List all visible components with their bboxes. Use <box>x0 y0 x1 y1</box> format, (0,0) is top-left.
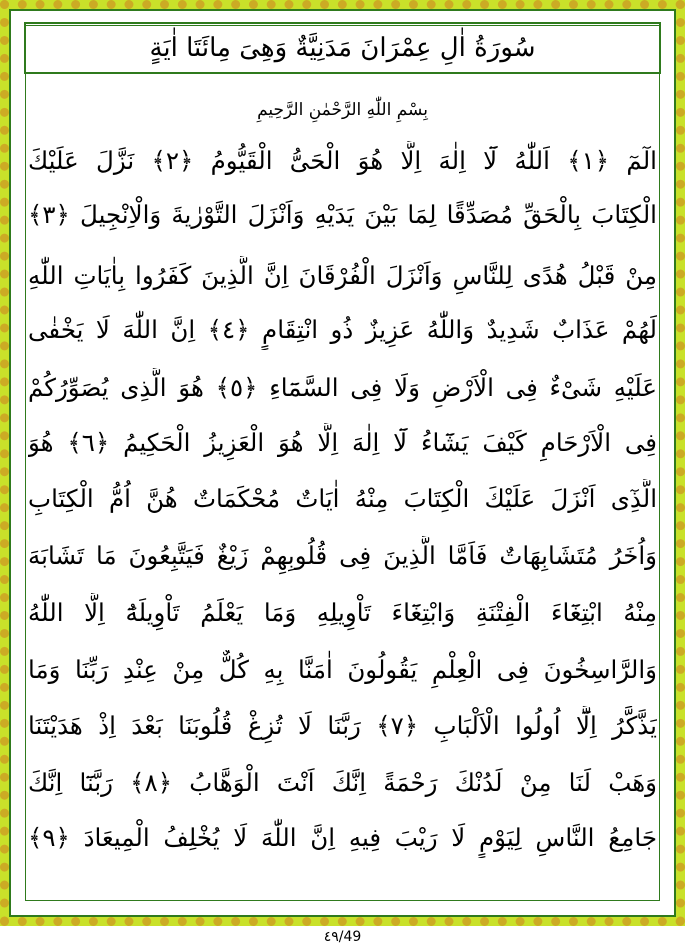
quran-line-2: الْكِتَابَ بِالْحَقِّ مُصَدِّقًا لِمَا بَيْنَ يَدَيْهِ وَاَنْزَلَ التَّوْرٰيةَ وَالْاِنْجِيلَ ﴿٣﴾ <box>28 200 657 229</box>
basmala: بِسْمِ اللّٰهِ الرَّحْمٰنِ الرَّحِيمِ <box>257 100 428 120</box>
quran-line-9: مِنْهُ ابْتِغَٓاءَ الْفِتْنَةِ وَابْتِغَٓاءَ تَاْوِيلِهِ وَمَا يَعْلَمُ تَاْوِيلَهُٓ اِلَّا اللّٰهُ <box>28 598 657 627</box>
quran-line-12: وَهَبْ لَنَا مِنْ لَدُنْكَ رَحْمَةً اِنَّكَ اَنْتَ الْوَهَّابُ ﴿٨﴾ رَبَّنَٓا اِنَّكَ <box>28 768 657 797</box>
quran-line-7: الَّذِٓى اَنْزَلَ عَلَيْكَ الْكِتَابَ مِنْهُ اٰيَاتٌ مُحْكَمَاتٌ هُنَّ اُمُّ الْكِتَابِ <box>28 484 657 513</box>
quran-line-11: يَذَّكَّرُ اِلَّٓا اُولُوا الْاَلْبَابِ ﴿٧﴾ رَبَّنَا لَا تُزِغْ قُلُوبَنَا بَعْدَ اِذْ هَدَيْتَنَا <box>28 711 657 740</box>
quran-line-10: وَالرَّاسِخُونَ فِى الْعِلْمِ يَقُولُونَ اٰمَنَّا بِهِ كُلٌّ مِنْ عِنْدِ رَبِّنَا وَمَا <box>28 655 657 684</box>
quran-line-6: فِى الْاَرْحَامِ كَيْفَ يَشَٓاءُ لَٓا اِلٰهَ اِلَّا هُوَ الْعَزِيزُ الْحَكِيمُ ﴿٦﴾ هُوَ <box>28 428 657 457</box>
quran-line-4: لَهُمْ عَذَابٌ شَدِيدٌ وَاللّٰهُ عَزِيزٌ ذُو انْتِقَامٍ ﴿٤﴾ اِنَّ اللّٰهَ لَا يَخْفٰى <box>28 315 657 344</box>
surah-header: سُورَةُ اٰلِ عِمْرَانَ مَدَنِيَّةٌ وَهِىَ مِائَتَا اٰيَةٍ <box>24 22 661 74</box>
page-number: ٤٩/49 <box>323 929 362 945</box>
quran-line-8: وَاُخَرُ مُتَشَابِهَاتٌ فَاَمَّا الَّذِينَ فِى قُلُوبِهِمْ زَيْغٌ فَيَتَّبِعُونَ مَا تَشَابَهَ <box>28 541 657 570</box>
quran-line-1: الٓمٓ ﴿١﴾ اَللّٰهُ لَٓا اِلٰهَ اِلَّا هُوَ الْحَىُّ الْقَيُّومُ ﴿٢﴾ نَزَّلَ عَلَيْكَ <box>28 146 657 175</box>
quran-line-5: عَلَيْهِ شَیْءٌ فِى الْاَرْضِ وَلَا فِى السَّمَٓاءِ ﴿٥﴾ هُوَ الَّذِى يُصَوِّرُكُمْ <box>28 373 657 402</box>
quran-line-3: مِنْ قَبْلُ هُدًى لِلنَّاسِ وَاَنْزَلَ الْفُرْقَانَ اِنَّ الَّذِينَ كَفَرُوا بِاٰيَاتِ اللّٰهِ <box>28 261 657 290</box>
quran-line-13: جَامِعُ النَّاسِ لِيَوْمٍ لَا رَيْبَ فِيهِ اِنَّ اللّٰهَ لَا يُخْلِفُ الْمِيعَادَ ﴿٩﴾ <box>28 823 657 852</box>
